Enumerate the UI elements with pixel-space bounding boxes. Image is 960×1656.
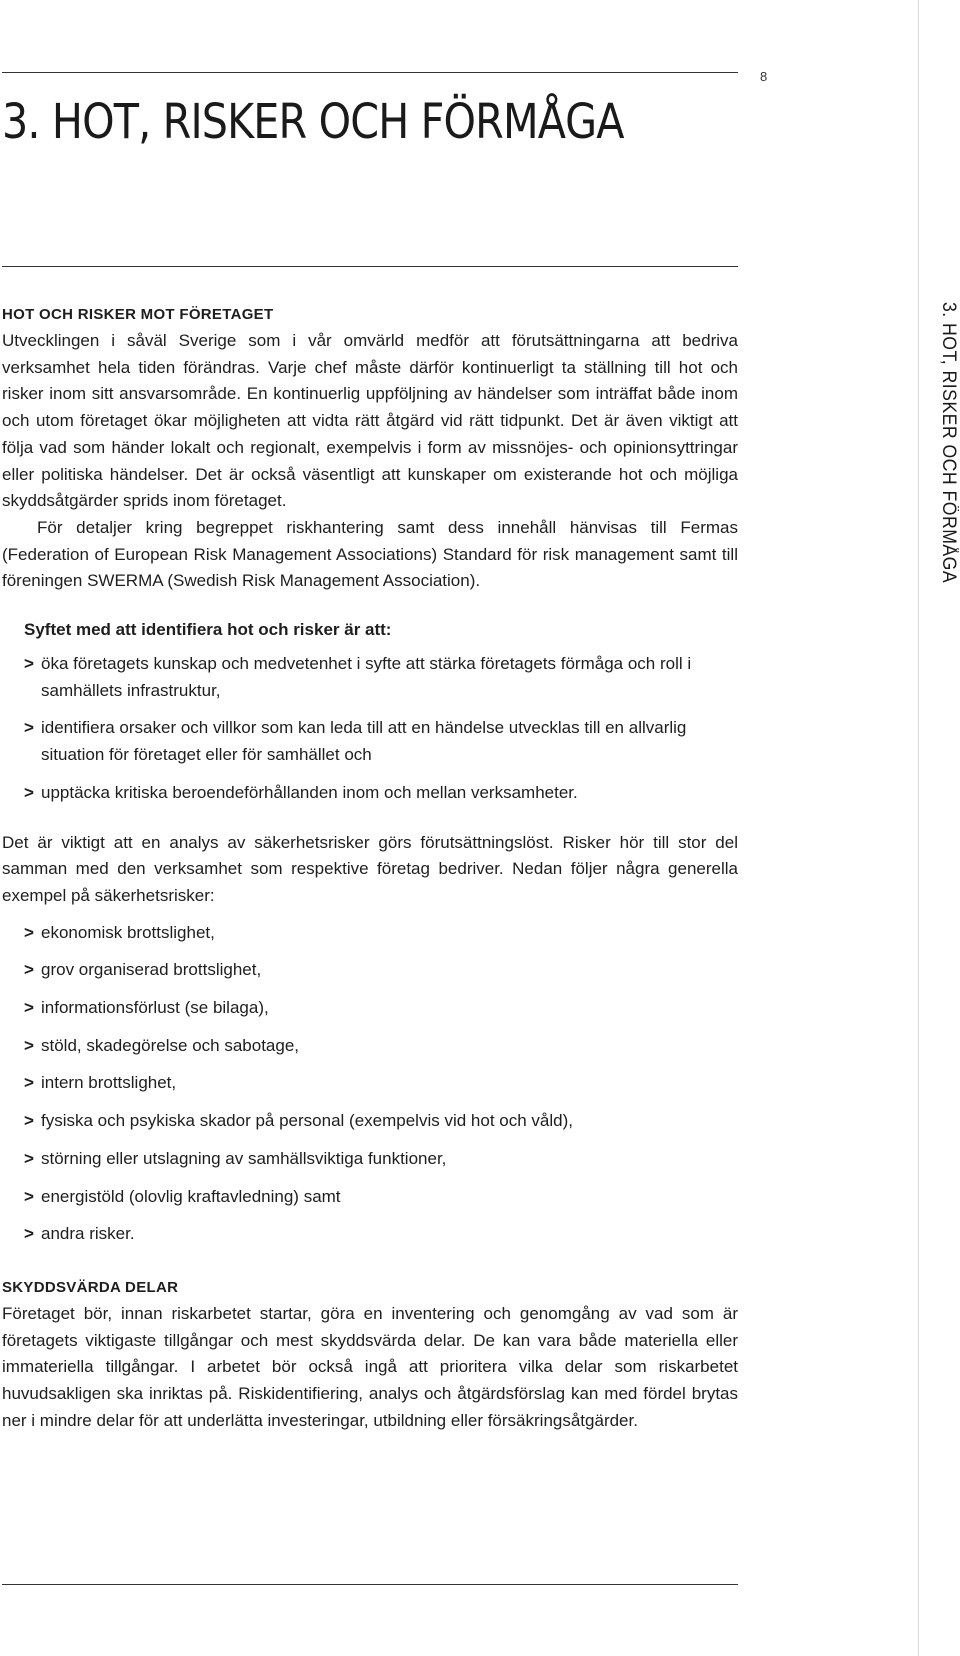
risk-management-paragraph: För detaljer kring begreppet riskhantering samt dess innehåll hänvisas till Fermas (Federation of European Risk Management Associations) Standard för risk management samt till föreningen SWERMA (Swedish Risk Management Association). [2, 517, 738, 591]
threats-paragraph: Utvecklingen i såväl Sverige som i vår omvärld medför att förutsättningarna att bedriva verksamhet hela tiden förändras. Varje chef måste därför kontinuerligt ta ställning till hot och risker inom sitt ansvarsområde. En kontinuerlig uppföljning av händelser som inträffat både inom och utom företaget ökar möjligheten att vidta rätt åtgärd vid rätt tidpunkt. Det är även viktigt att följa vad som händer lokalt och regionalt, exempelvis i form av missnöjes- och opinionsyttringar eller politiska händelser. Det är också väsentligt att kunskaper om existerande hot och möjliga skyddsåtgärder sprids inom företaget. [2, 331, 738, 511]
bullet-marker: > [24, 1186, 34, 1206]
bullet-marker: > [24, 1111, 34, 1131]
list-item: > andra risker. [2, 1221, 738, 1248]
list-item: > öka företagets kunskap och medvetenhet i syfte att stärka företagets förmåga och roll i samhällets infrastruktur, [2, 651, 738, 704]
chapter-side-tab: 3. HOT, RISKER OCH FÖRMÅGA [938, 302, 959, 584]
list-item: > intern brottslighet, [2, 1070, 738, 1097]
bullet-marker: > [24, 1224, 34, 1244]
list-item: > informationsförlust (se bilaga), [2, 995, 738, 1022]
list-item: > ekonomisk brottslighet, [2, 920, 738, 947]
list-item: > identifiera orsaker och villkor som kan leda till att en händelse utvecklas till en allvarlig situation för företaget eller för samhället och [2, 715, 738, 768]
bullet-marker: > [24, 718, 34, 738]
bullet-marker: > [24, 654, 34, 674]
chapter-title: 3. HOT, RISKER OCH FÖRMÅGA [2, 94, 624, 150]
section-heading-threats: HOT OCH RISKER MOT FÖRETAGET [2, 306, 274, 323]
bullet-marker: > [24, 922, 34, 942]
bottom-rule [2, 1584, 738, 1585]
list-item: > fysiska och psykiska skador på personal (exempelvis vid hot och våld), [2, 1108, 738, 1135]
list-item: > energistöld (olovlig kraftavledning) samt [2, 1184, 738, 1211]
list-item: > stöld, skadegörelse och sabotage, [2, 1033, 738, 1060]
top-rule [2, 72, 738, 73]
list-item: > störning eller utslagning av samhällsviktiga funktioner, [2, 1146, 738, 1173]
page-margin-line [918, 0, 919, 1656]
list-item: > grov organiserad brottslighet, [2, 957, 738, 984]
bullet-marker: > [24, 960, 34, 980]
purpose-lead: Syftet med att identifiera hot och risker är att: [24, 620, 392, 640]
page-content [2, 302, 738, 1435]
bullet-marker: > [24, 998, 34, 1018]
section-heading-protected-assets: SKYDDSVÄRDA DELAR [2, 1278, 179, 1296]
analysis-paragraph: Det är viktigt att en analys av säkerhetsrisker görs förutsättningslöst. Risker hör till stor del samman med den verksamhet som respektive företag bedriver. Nedan följer några generella exempel på säkerhetsrisker: [2, 832, 738, 905]
bullet-marker: > [24, 782, 34, 802]
bullet-marker: > [24, 1073, 34, 1093]
purpose-list [2, 651, 738, 807]
bullet-marker: > [24, 1035, 34, 1055]
list-item: > upptäcka kritiska beroendeförhållanden inom och mellan verksamheter. [2, 780, 738, 807]
page-number: 8 [760, 69, 768, 84]
risk-examples-list [2, 920, 738, 1248]
bullet-marker: > [24, 1148, 34, 1168]
protected-assets-paragraph: Företaget bör, innan riskarbetet startar, göra en inventering och genomgång av vad som är företagets viktigaste tillgångar och mest skyddsvärda delar. De kan vara både materiella eller immateriella tillgångar. I arbetet bör också ingå att prioritera vilka delar som riskarbetet huvudsakligen ska inriktas på. Riskidentifiering, analys och åtgärdsförslag kan med fördel brytas ner i mindre delar för att underlätta investeringar, utbildning eller försäkringsåtgärder. [2, 1303, 738, 1430]
section-rule [2, 266, 738, 267]
